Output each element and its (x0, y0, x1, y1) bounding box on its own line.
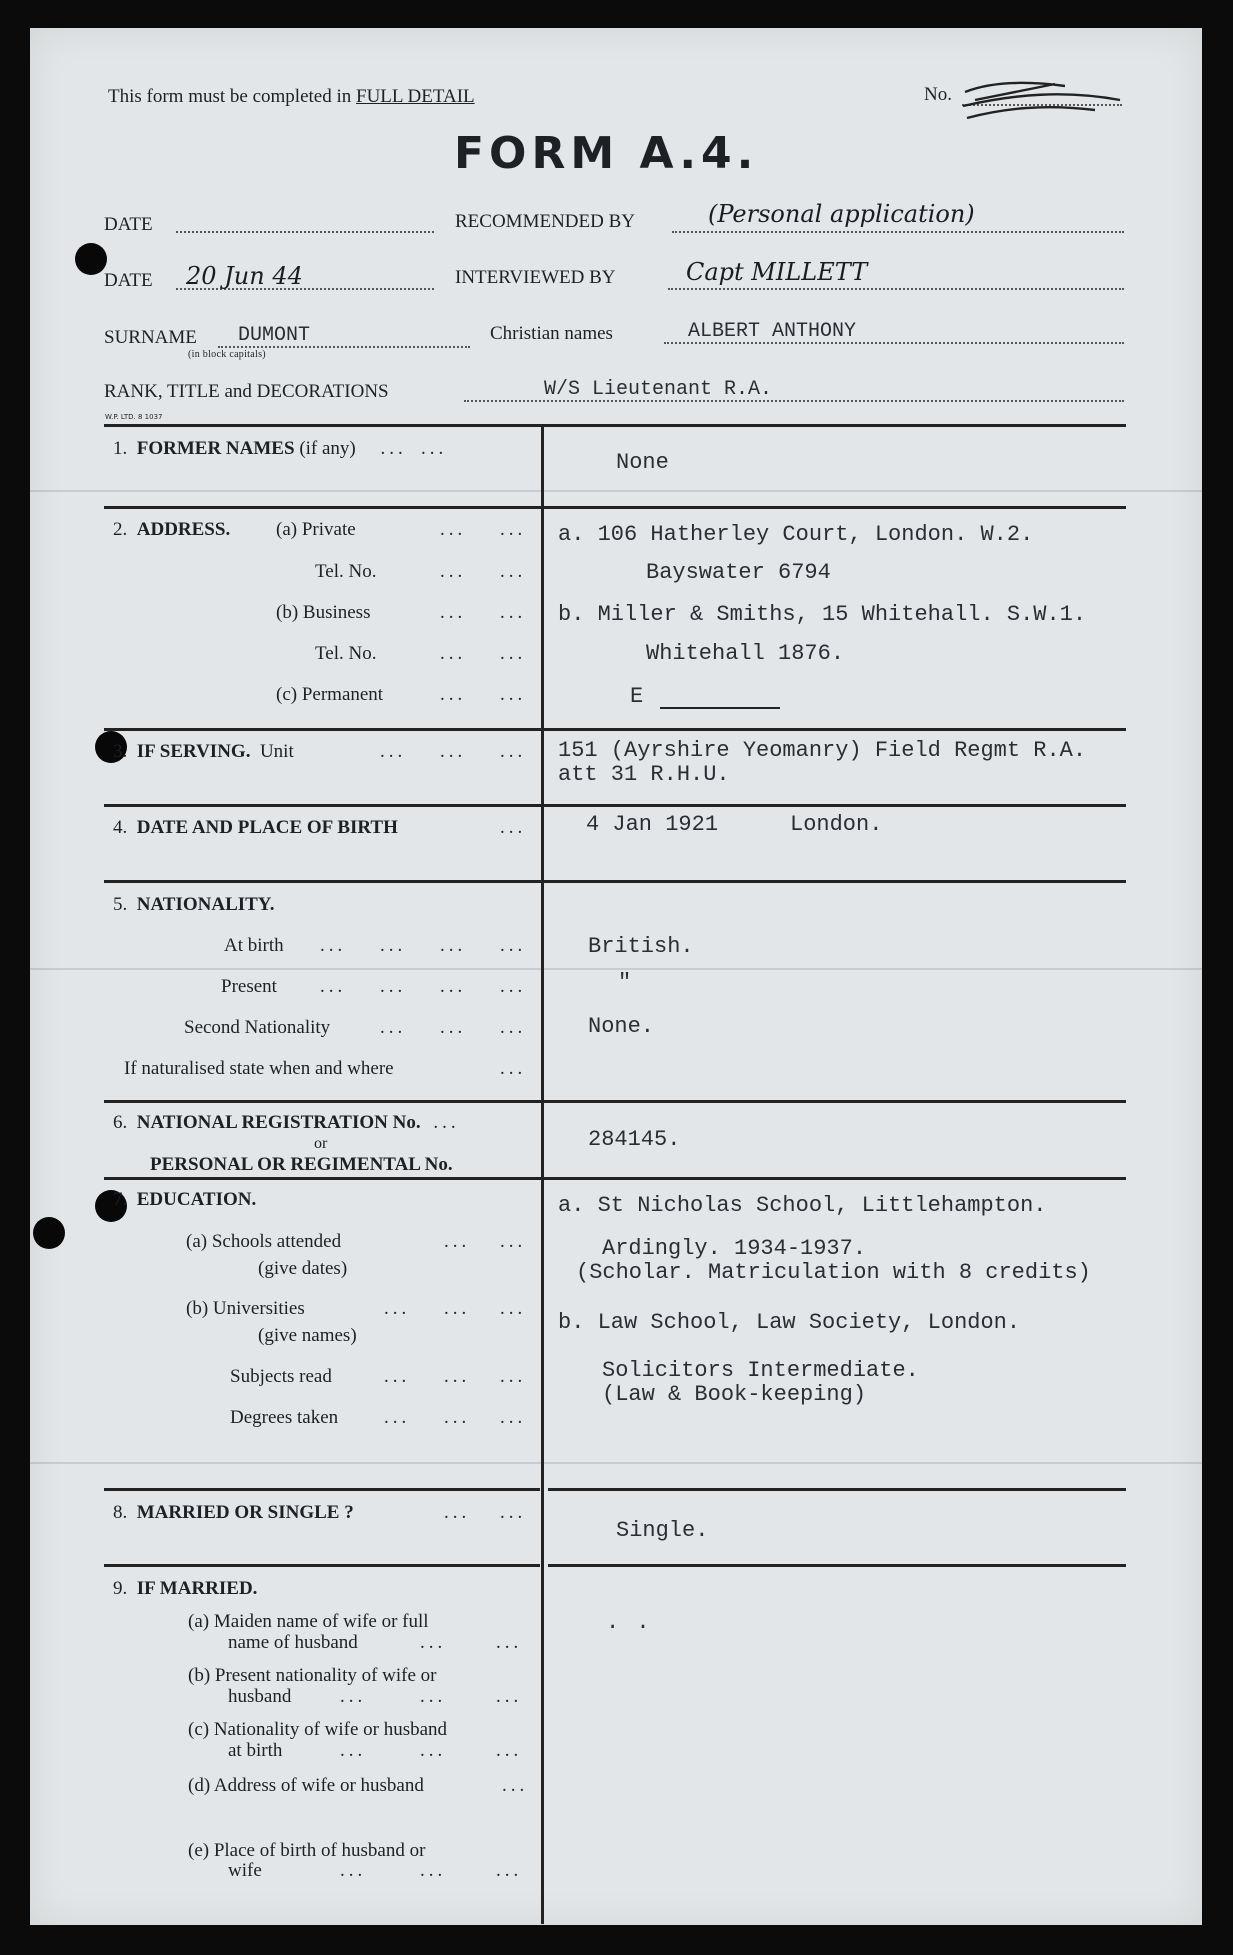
leader: ... (420, 1860, 447, 1881)
leader: ... (420, 1632, 447, 1653)
leader: ... (440, 741, 467, 762)
universities-sub: (give names) (258, 1325, 357, 1346)
unit-answer-line1: 151 (Ayrshire Yeomanry) Field Regmt R.A. (558, 738, 1087, 763)
leader: ... (440, 684, 467, 705)
leader: ... (496, 1860, 523, 1881)
leader: ... (440, 935, 467, 956)
degrees-label: Degrees taken (230, 1407, 339, 1428)
section-1: 1. FORMER NAMES (if any) ... ... (113, 438, 448, 459)
column-divider (541, 424, 544, 1924)
section-8-title: 8. MARRIED OR SINGLE ? (113, 1502, 354, 1523)
marital-status-answer: Single. (616, 1518, 709, 1543)
form-number-scribble (955, 70, 1125, 130)
maiden-name-label-2: name of husband (228, 1632, 358, 1653)
leader: ... (440, 519, 467, 540)
date-interview-label: DATE (104, 270, 153, 291)
recommended-by-label: RECOMMENDED BY (455, 211, 635, 232)
leader: ... (500, 643, 527, 664)
universities-answer-3: (Law & Book-keeping) (602, 1382, 867, 1407)
date-interview-value: 20 Jun 44 (186, 262, 303, 290)
row-divider (104, 1488, 540, 1491)
at-birth-label: At birth (224, 935, 284, 956)
row-divider (104, 424, 1126, 427)
leader: ... (500, 684, 527, 705)
leader: ... (444, 1366, 471, 1387)
section-2-title: 2. ADDRESS. (113, 519, 231, 540)
christian-names-label: Christian names (490, 323, 613, 344)
tel-business-answer: Whitehall 1876. (646, 641, 845, 666)
tel-business-label: Tel. No. (315, 643, 377, 664)
recommended-by-line (672, 231, 1124, 233)
nationality-present-answer: " (618, 970, 632, 995)
second-nationality-answer: None. (588, 1014, 655, 1039)
form-title: FORM A.4. (454, 128, 759, 179)
nationality-at-birth-label-2: at birth (228, 1740, 283, 1761)
leader: ... (500, 935, 527, 956)
leader: ... (420, 1740, 447, 1761)
schools-sub: (give dates) (258, 1258, 348, 1279)
tel-private-answer: Bayswater 6794 (646, 560, 831, 585)
naturalised-label: If naturalised state when and where (124, 1058, 394, 1079)
address-private-answer: a. 106 Hatherley Court, London. W.2. (558, 522, 1034, 547)
leader: ... (496, 1740, 523, 1761)
interviewed-by-value: Capt MILLETT (686, 258, 868, 286)
leader: ... (320, 976, 347, 997)
form-number-label: No. (924, 84, 952, 105)
subjects-label: Subjects read (230, 1366, 332, 1387)
spouse-address-label: (d) Address of wife or husband (188, 1775, 424, 1796)
leader: ... (340, 1686, 367, 1707)
leader: ... (384, 1366, 411, 1387)
leader: ... (500, 602, 527, 623)
address-business-label: (b) Business (276, 602, 371, 623)
leader: ... (380, 935, 407, 956)
surname-note: (in block capitals) (188, 349, 266, 360)
address-private-label: (a) Private (276, 519, 356, 540)
address-permanent-answer: E (630, 684, 644, 709)
section-6-title-line2: PERSONAL OR REGIMENTAL No. (150, 1154, 453, 1175)
leader: ... (320, 935, 347, 956)
leader: ... (444, 1502, 471, 1523)
punch-hole (33, 1217, 65, 1249)
permanent-answer-underline (660, 707, 780, 709)
rank-value: W/S Lieutenant R.A. (544, 378, 773, 401)
row-divider (104, 1177, 1126, 1180)
leader: ... (500, 1231, 527, 1252)
birth-place-answer: London. (790, 812, 883, 837)
leader: ... (420, 1686, 447, 1707)
leader: ... (500, 741, 527, 762)
present-nationality-label: (b) Present nationality of wife or (188, 1665, 437, 1686)
leader: ... (384, 1407, 411, 1428)
row-divider (548, 1488, 1126, 1491)
birth-date-answer: 4 Jan 1921 (586, 812, 719, 837)
leader: ... (500, 976, 527, 997)
leader: ... (384, 1298, 411, 1319)
leader: ... (440, 561, 467, 582)
leader: ... (380, 1017, 407, 1038)
leader: ... (444, 1407, 471, 1428)
maiden-name-label: (a) Maiden name of wife or full (188, 1611, 429, 1632)
paper-fold (30, 968, 1202, 970)
leader: ... (340, 1740, 367, 1761)
registration-answer: 284145. (588, 1127, 681, 1152)
leader: ... (500, 1502, 527, 1523)
row-divider (548, 1564, 1126, 1567)
schools-label: (a) Schools attended (186, 1231, 342, 1252)
leader: ... (500, 1366, 527, 1387)
leader: ... (440, 1017, 467, 1038)
surname-value: DUMONT (238, 324, 311, 347)
punch-hole (75, 243, 107, 275)
tel-private-label: Tel. No. (315, 561, 377, 582)
section-7-title: 7. EDUCATION. (113, 1189, 257, 1210)
section-9-title: 9. IF MARRIED. (113, 1578, 258, 1599)
section-3-title: 3. IF SERVING. Unit (113, 741, 294, 762)
leader: ... (500, 1058, 527, 1079)
if-married-answer: . . (606, 1610, 652, 1635)
section-6-title: 6. NATIONAL REGISTRATION No. ... (113, 1112, 460, 1133)
instruction-emphasis: FULL DETAIL (356, 86, 475, 107)
paper-fold (30, 1462, 1202, 1464)
row-divider (104, 1100, 1126, 1103)
place-of-birth-label-2: wife (228, 1860, 262, 1881)
section-4-title: 4. DATE AND PLACE OF BIRTH (113, 817, 398, 838)
leader: ... (440, 976, 467, 997)
leader: ... (502, 1775, 529, 1796)
interviewed-by-line (668, 288, 1124, 290)
leader: ... (444, 1231, 471, 1252)
leader: ... (500, 817, 527, 838)
address-permanent-label: (c) Permanent (276, 684, 384, 705)
date-line (176, 231, 434, 233)
leader: ... (500, 1298, 527, 1319)
place-of-birth-label: (e) Place of birth of husband or (188, 1840, 426, 1861)
row-divider (104, 728, 1126, 731)
unit-answer-line2: att 31 R.H.U. (558, 762, 730, 787)
leader: ... (500, 1017, 527, 1038)
universities-answer-2: Solicitors Intermediate. (602, 1358, 919, 1383)
universities-label: (b) Universities (186, 1298, 305, 1319)
surname-label: SURNAME (104, 327, 197, 348)
leader: ... (496, 1632, 523, 1653)
leader: ... (496, 1686, 523, 1707)
paper-fold (30, 490, 1202, 492)
nationality-at-birth-label: (c) Nationality of wife or husband (188, 1719, 448, 1740)
leader: ... (340, 1860, 367, 1881)
instruction-text: This form must be completed in FULL DETAIL (108, 86, 475, 107)
schools-answer-2: Ardingly. 1934-1937. (602, 1236, 867, 1261)
schools-answer-1: a. St Nicholas School, Littlehampton. (558, 1193, 1047, 1218)
leader: ... (380, 741, 407, 762)
leader: ... (500, 561, 527, 582)
leader: ... (440, 643, 467, 664)
row-divider (104, 506, 1126, 509)
former-names-answer: None (616, 450, 669, 475)
address-business-answer: b. Miller & Smiths, 15 Whitehall. S.W.1. (558, 602, 1087, 627)
printer-mark: W.P. LTD. 8 1037 (105, 413, 163, 421)
nationality-birth-answer: British. (588, 934, 694, 959)
rank-label: RANK, TITLE and DECORATIONS (104, 381, 389, 402)
christian-names-value: ALBERT ANTHONY (688, 320, 857, 343)
leader: ... (380, 976, 407, 997)
leader: ... (440, 602, 467, 623)
recommended-by-value: (Personal application) (708, 200, 975, 228)
interviewed-by-label: INTERVIEWED BY (455, 267, 616, 288)
present-label: Present (221, 976, 277, 997)
row-divider (104, 804, 1126, 807)
date-label: DATE (104, 214, 153, 235)
or-text: or (314, 1135, 328, 1152)
section-5-title: 5. NATIONALITY. (113, 894, 275, 915)
leader: ... (500, 519, 527, 540)
row-divider (104, 1564, 540, 1567)
leader: ... (500, 1407, 527, 1428)
universities-answer-1: b. Law School, Law Society, London. (558, 1310, 1021, 1335)
schools-answer-3: (Scholar. Matriculation with 8 credits) (576, 1260, 1091, 1285)
present-nationality-label-2: husband (228, 1686, 292, 1707)
row-divider (104, 880, 1126, 883)
leader: ... (444, 1298, 471, 1319)
form-sheet (30, 28, 1202, 1925)
second-nationality-label: Second Nationality (184, 1017, 331, 1038)
